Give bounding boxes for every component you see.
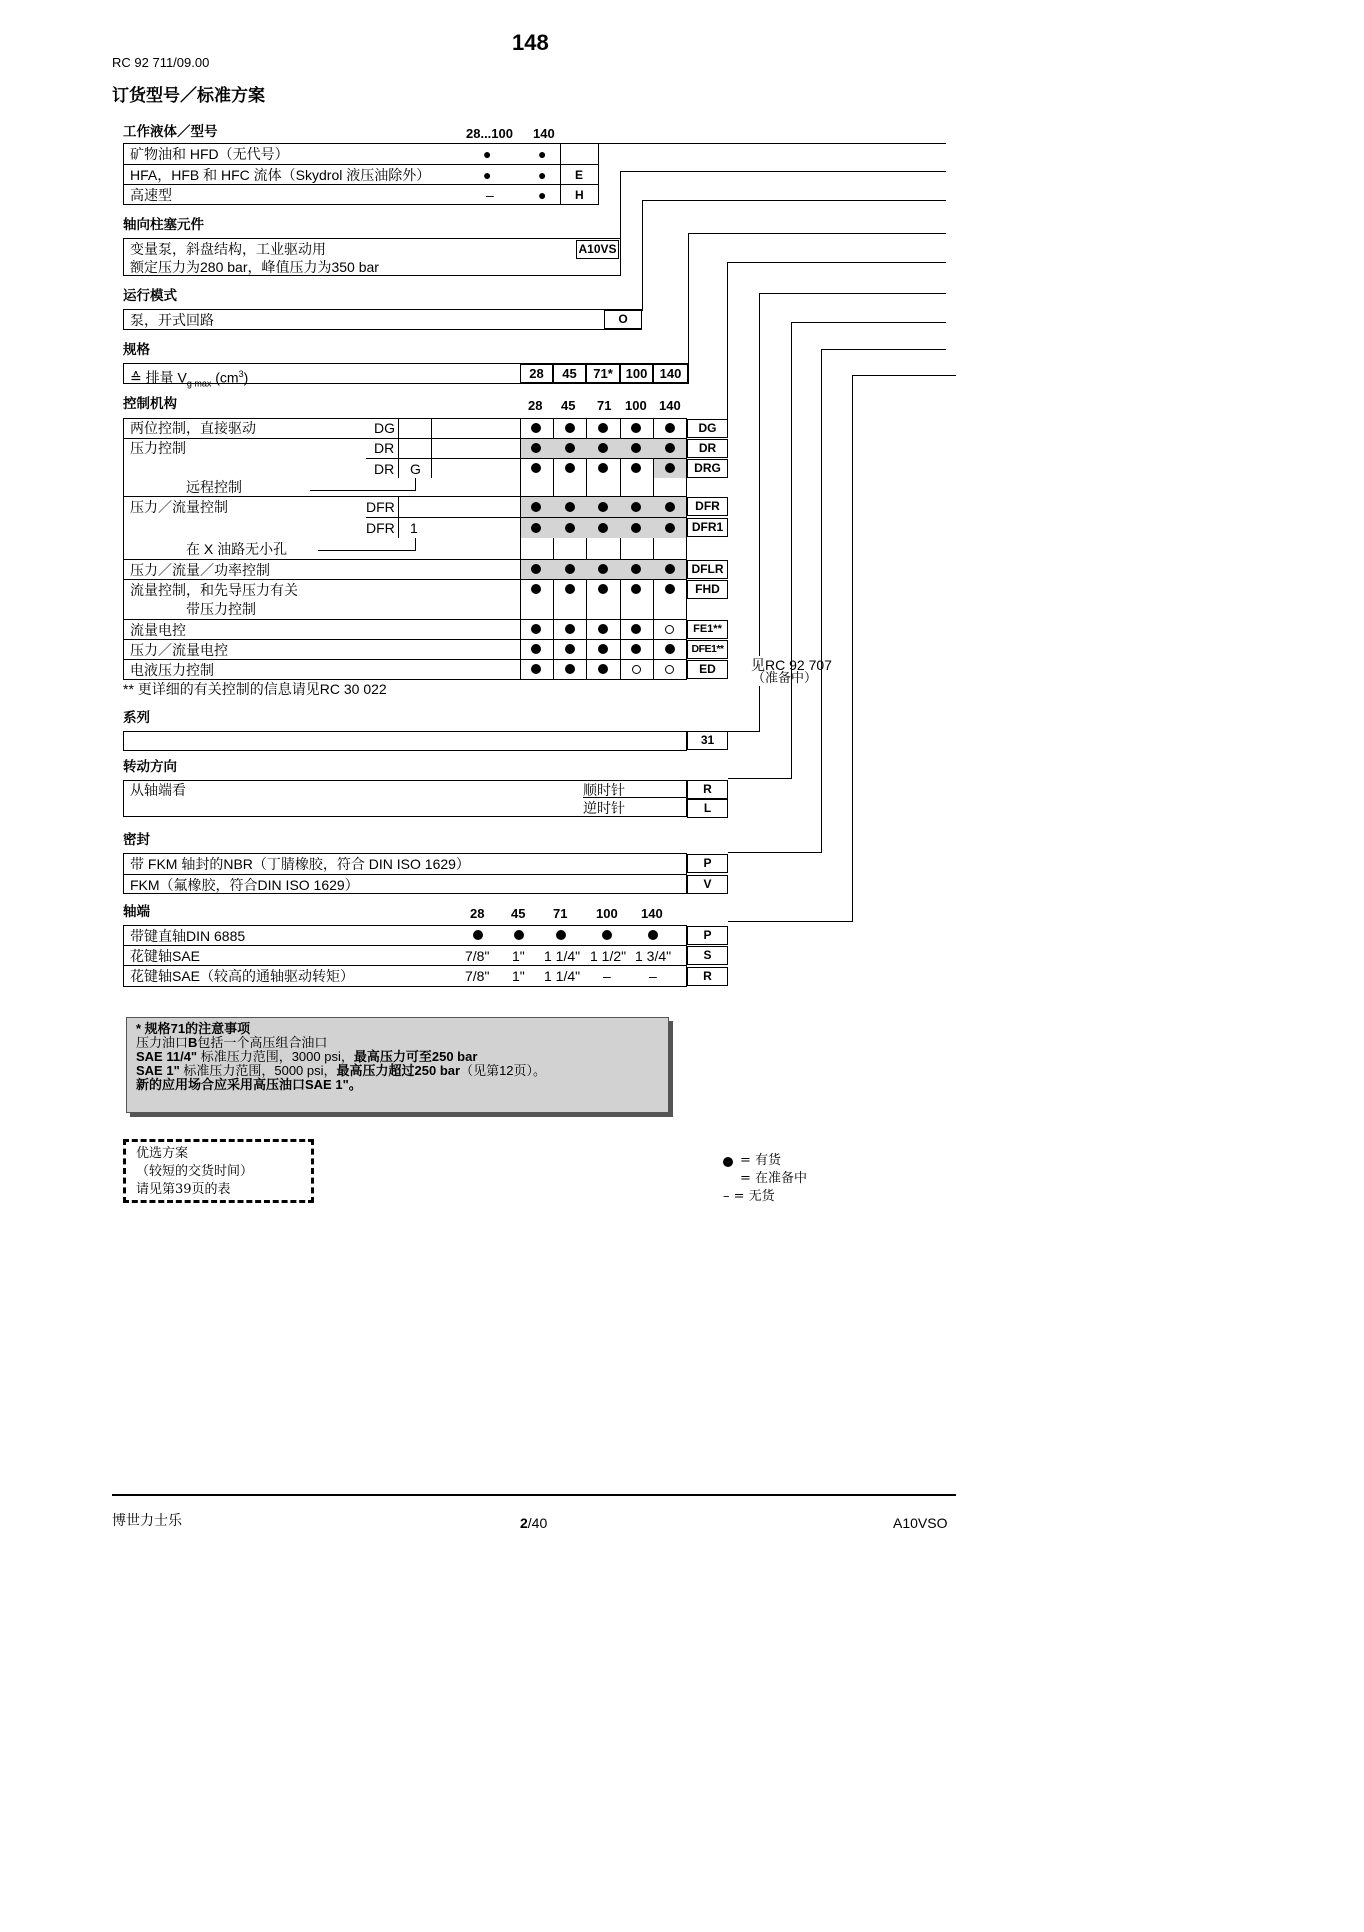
col-head: 140: [533, 126, 555, 141]
control-code: FHD: [687, 580, 728, 599]
control-code: DRG: [687, 459, 728, 478]
rotation-label: 从轴端看: [130, 782, 186, 798]
see-ref: 见RC 92 707: [751, 657, 832, 673]
legend-preparation: = 在准备中: [740, 1171, 808, 1186]
unit-code: A10VS: [576, 240, 619, 259]
shaft-row1: 带键直轴DIN 6885: [130, 928, 246, 944]
preferred-line: （较短的交货时间）: [136, 1164, 254, 1179]
seal-row1: 带 FKM 轴封的NBR（丁腈橡胶，符合 DIN ISO 1629）: [130, 856, 470, 872]
col-head: 140: [659, 398, 681, 413]
note-title: * 规格71的注意事项: [136, 1021, 251, 1036]
col-head: 28: [470, 906, 485, 921]
size-value: 71*: [586, 364, 620, 383]
control-abbr-g: G: [410, 461, 421, 477]
col-head: 45: [511, 906, 526, 921]
seal-code-p: P: [687, 854, 728, 873]
col-head: 71: [597, 398, 612, 413]
unit-line1: 变量泵，斜盘结构，工业驱动用: [130, 241, 326, 257]
control-label-ed: 电液压力控制: [130, 662, 214, 678]
control-label-dfr: 压力／流量控制: [130, 499, 228, 515]
control-code: DR: [687, 439, 728, 458]
page-number: 148: [512, 30, 549, 55]
shaft-cell: 1 1/4": [544, 948, 581, 964]
shaft-cell: 1": [512, 968, 525, 984]
rotation-ccw: 逆时针: [583, 800, 625, 816]
shaft-cell: 1 1/2": [590, 948, 627, 964]
shaft-code: S: [687, 946, 728, 965]
unit-line2: 额定压力为280 bar，峰值压力为350 bar: [130, 259, 379, 275]
control-remote: 远程控制: [186, 479, 242, 495]
control-label-fe1: 流量电控: [130, 622, 186, 638]
fluid-row-label: 高速型: [130, 187, 172, 203]
fluid-code-e: E: [575, 168, 584, 182]
fluid-code-h: H: [575, 188, 584, 202]
fluid-mark: ●: [538, 146, 547, 162]
size-value: 45: [553, 364, 586, 383]
control-code: DG: [687, 419, 728, 438]
seal-row2: FKM（氟橡胶，符合DIN ISO 1629）: [130, 877, 359, 893]
shaft-row3: 花键轴SAE（较高的通轴驱动转矩）: [130, 968, 355, 984]
shaft-code: P: [687, 926, 728, 945]
legend-dot: [723, 1157, 733, 1167]
page-title: 订货型号／标准方案: [112, 86, 265, 106]
note-line: 新的应用场合应采用高压油口SAE 1"。: [136, 1077, 362, 1092]
col-head: 28: [528, 398, 543, 413]
shaft-cell: 7/8": [465, 948, 490, 964]
legend-unavailable: – = 无货: [723, 1189, 775, 1204]
size-value: 140: [653, 364, 688, 383]
rotation-code-l: L: [687, 799, 728, 818]
shaft-cell: –: [603, 968, 611, 984]
mode-code: O: [604, 310, 642, 329]
control-label-fhd: 流量控制，和先导压力有关: [130, 582, 298, 598]
mode-label: 泵，开式回路: [130, 312, 214, 328]
see-ref-note: （准备中）: [752, 670, 818, 685]
control-abbr-drg: DR: [374, 461, 395, 477]
section-title-control: 控制机构: [123, 396, 177, 412]
fluid-mark: ●: [483, 167, 492, 183]
control-code: DFR1: [687, 518, 728, 537]
col-head: 71: [553, 906, 568, 921]
section-title-seal: 密封: [123, 832, 150, 848]
preferred-program-box: [123, 1139, 314, 1203]
section-title-rotation: 转动方向: [123, 759, 177, 775]
note-line: 压力油口B包括一个高压组合油口: [136, 1035, 328, 1050]
preferred-line: 请见第39页的表: [136, 1182, 231, 1197]
preferred-line: 优选方案: [136, 1146, 189, 1161]
control-code: DFLR: [687, 560, 728, 579]
fluid-row-label: 矿物油和 HFD（无代号）: [130, 146, 289, 162]
section-title-fluid: 工作液体／型号: [123, 124, 218, 140]
document-id: RC 92 711/09.00: [112, 55, 210, 70]
control-code: ED: [687, 660, 728, 679]
control-abbr-dfr1: DFR: [366, 520, 395, 536]
legend-available: = 有货: [740, 1153, 782, 1168]
series-code: 31: [687, 731, 728, 750]
section-title-series: 系列: [123, 710, 150, 726]
col-head: 28...100: [466, 126, 513, 141]
size-value: 28: [520, 364, 553, 383]
seal-code-v: V: [687, 875, 728, 894]
note-line: SAE 11/4" 标准压力范围，3000 psi，最高压力可至250 bar: [136, 1049, 478, 1064]
shaft-row2: 花键轴SAE: [130, 948, 201, 964]
footer-page: 2/40: [520, 1515, 548, 1531]
fluid-mark: ●: [538, 167, 547, 183]
footer-rule: [112, 1494, 956, 1496]
col-head: 100: [596, 906, 618, 921]
footer-company: 博世力士乐: [112, 1513, 182, 1529]
series-box: [123, 731, 687, 751]
fluid-row-label: HFA，HFB 和 HFC 流体（Skydrol 液压油除外）: [130, 167, 431, 183]
size-label: ≙ 排量 $V_{g max}$ $(cm^3)$: [130, 369, 249, 389]
shaft-cell: –: [649, 968, 657, 984]
shaft-cell: 1 3/4": [635, 948, 672, 964]
section-title-shaft: 轴端: [123, 904, 150, 920]
control-abbr-1: 1: [410, 520, 418, 536]
section-title-size: 规格: [123, 342, 150, 358]
shaft-code: R: [687, 967, 728, 986]
size71-note: [126, 1017, 669, 1113]
rotation-cw: 顺时针: [583, 782, 625, 798]
shaft-cell: 1": [512, 948, 525, 964]
control-footnote: ** 更详细的有关控制的信息请见RC 30 022: [123, 681, 387, 697]
fluid-mark: ●: [538, 187, 547, 203]
control-label-dfe1: 压力／流量电控: [130, 642, 228, 658]
control-label-dflr: 压力／流量／功率控制: [130, 562, 270, 578]
control-label-fhd2: 带压力控制: [186, 601, 256, 617]
control-label-dg: 两位控制，直接驱动: [130, 420, 256, 436]
col-head: 45: [561, 398, 576, 413]
fluid-mark: ●: [483, 146, 492, 162]
section-title-mode: 运行模式: [123, 288, 177, 304]
rotation-code-r: R: [687, 780, 728, 799]
control-abbr-dfr: DFR: [366, 499, 395, 515]
control-abbr-dg: DG: [374, 420, 395, 436]
control-code: DFE1**: [687, 640, 728, 659]
control-noorifice: 在 X 油路无小孔: [186, 541, 288, 557]
footer-model: A10VSO: [893, 1515, 948, 1531]
control-code: DFR: [687, 497, 728, 516]
col-head: 140: [641, 906, 663, 921]
control-code: FE1**: [687, 620, 728, 639]
shaft-cell: 7/8": [465, 968, 490, 984]
fluid-mark: –: [486, 187, 494, 203]
control-label-dr: 压力控制: [130, 440, 186, 456]
shaft-cell: 1 1/4": [544, 968, 581, 984]
col-head: 100: [625, 398, 647, 413]
note-line: SAE 1" 标准压力范围，5000 psi，最高压力超过250 bar（见第12页）。: [136, 1063, 547, 1078]
section-title-unit: 轴向柱塞元件: [123, 217, 204, 233]
control-abbr-dr: DR: [374, 440, 395, 456]
size-value: 100: [620, 364, 653, 383]
